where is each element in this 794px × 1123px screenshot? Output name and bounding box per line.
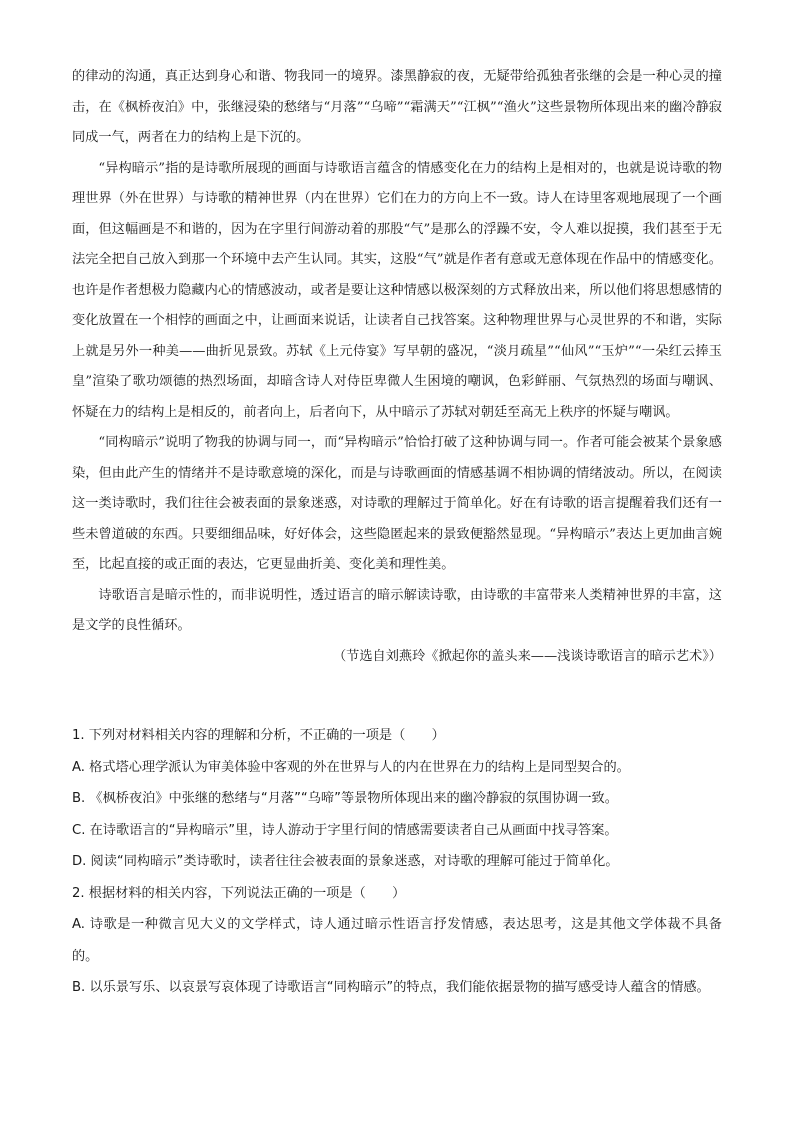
question-2-option-a: A. 诗歌是一种微言见大义的文学样式，诗人通过暗示性语言抒发情感，表达思考，这是其他文学体裁不具备的。 (72, 917, 722, 964)
passage-paragraph-3: “同构暗示”说明了物我的协调与同一，而“异构暗示”恰恰打破了这种协调与同一。作者可能会被某个景象感染，但由此产生的情绪并不是诗歌意境的深化，而是与诗歌画面的情感基调不相协调的情绪波动。所以，在阅读这一类诗歌时，我们往往会被表面的景象迷惑，对诗歌的理解过于简单化。好在有诗歌的语言提醒着我们还有一些未曾道破的东西。只要细细品味，好好体会，这些隐匿起来的景致便豁然显现。“异构暗示”表达上更加曲言婉至，比起直接的或正面的表达，它更显曲折美、变化美和理性美。 (72, 435, 722, 572)
reading-passage (72, 62, 722, 672)
question-2-option-b: B. 以乐景写乐、以哀景写哀体现了诗歌语言“同构暗示”的特点，我们能依据景物的描写感受诗人蕴含的情感。 (72, 980, 710, 995)
passage-source: （节选自刘燕玲《掀起你的盖头来——浅谈诗歌语言的暗示艺术》） (332, 648, 722, 664)
question-1-option-d: D. 阅读“同构暗示”类诗歌时，读者往往会被表面的景象迷惑，对诗歌的理解可能过于简单化。 (72, 854, 619, 869)
passage-paragraph-1: 的律动的沟通，真正达到身心和谐、物我同一的境界。漆黑静寂的夜，无疑带给孤独者张继的会是一种心灵的撞击，在《枫桥夜泊》中，张继浸染的愁绪与“月落”“乌啼”“霜满天”“江枫”“渔火”这些景物所体现出来的幽冷静寂同成一气，两者在力的结构上是下沉的。 (72, 69, 722, 145)
question-1-stem: 1. 下列对材料相关内容的理解和分析，不正确的一项是（ ） (72, 728, 445, 743)
question-2-stem: 2. 根据材料的相关内容，下列说法正确的一项是（ ） (72, 885, 406, 901)
question-1-option-c: C. 在诗歌语言的“异构暗示”里，诗人游动于字里行间的情感需要读者自己从画面中找寻答案。 (72, 822, 618, 838)
passage-paragraph-4: 诗歌语言是暗示性的，而非说明性，透过语言的暗示解读诗歌，由诗歌的丰富带来人类精神世界的丰富，这是文学的良性循环。 (72, 587, 722, 633)
passage-paragraph-2: “异构暗示”指的是诗歌所展现的画面与诗歌语言蕴含的情感变化在力的结构上是相对的，也就是说诗歌的物理世界（外在世界）与诗歌的精神世界（内在世界）它们在力的方向上不一致。诗人在诗里客观地展现了一个画面，但这幅画是不和谐的，因为在字里行间游动着的那股“气”是那么的浮躁不安，令人难以捉摸，我们甚至于无法完全把自己放入到那一个环境中去产生认同。其实，这股“气”就是作者有意或无意体现在作品中的情感变化。也许是作者想极力隐藏内心的情感波动，或者是要让这种情感以极深刻的方式释放出来，所以他们将思想感情的变化放置在一个相悖的画面之中，让画面来说话，让读者自己找答案。这种物理世界与心灵世界的不和谐，实际上就是另外一种美——曲折见景致。苏轼《上元侍宴》写早朝的盛况，“淡月疏星”“仙风”“玉炉”“一朵红云捧玉皇”渲染了歌功颂德的热烈场面，却暗含诗人对侍臣卑微人生困境的嘲讽，色彩鲜丽、气氛热烈的场面与嘲讽、怀疑在力的结构上是相反的，前者向上，后者向下，从中暗示了苏轼对朝廷至高无上秩序的怀疑与嘲讽。 (72, 160, 722, 420)
question-1-option-b: B. 《枫桥夜泊》中张继的愁绪与“月落”“乌啼”等景物所体现出来的幽冷静寂的氛围协调一致。 (72, 791, 618, 806)
questions-section (72, 720, 722, 1004)
question-1-option-a: A. 格式塔心理学派认为审美体验中客观的外在世界与人的内在世界在力的结构上是同型契合的。 (72, 759, 630, 775)
